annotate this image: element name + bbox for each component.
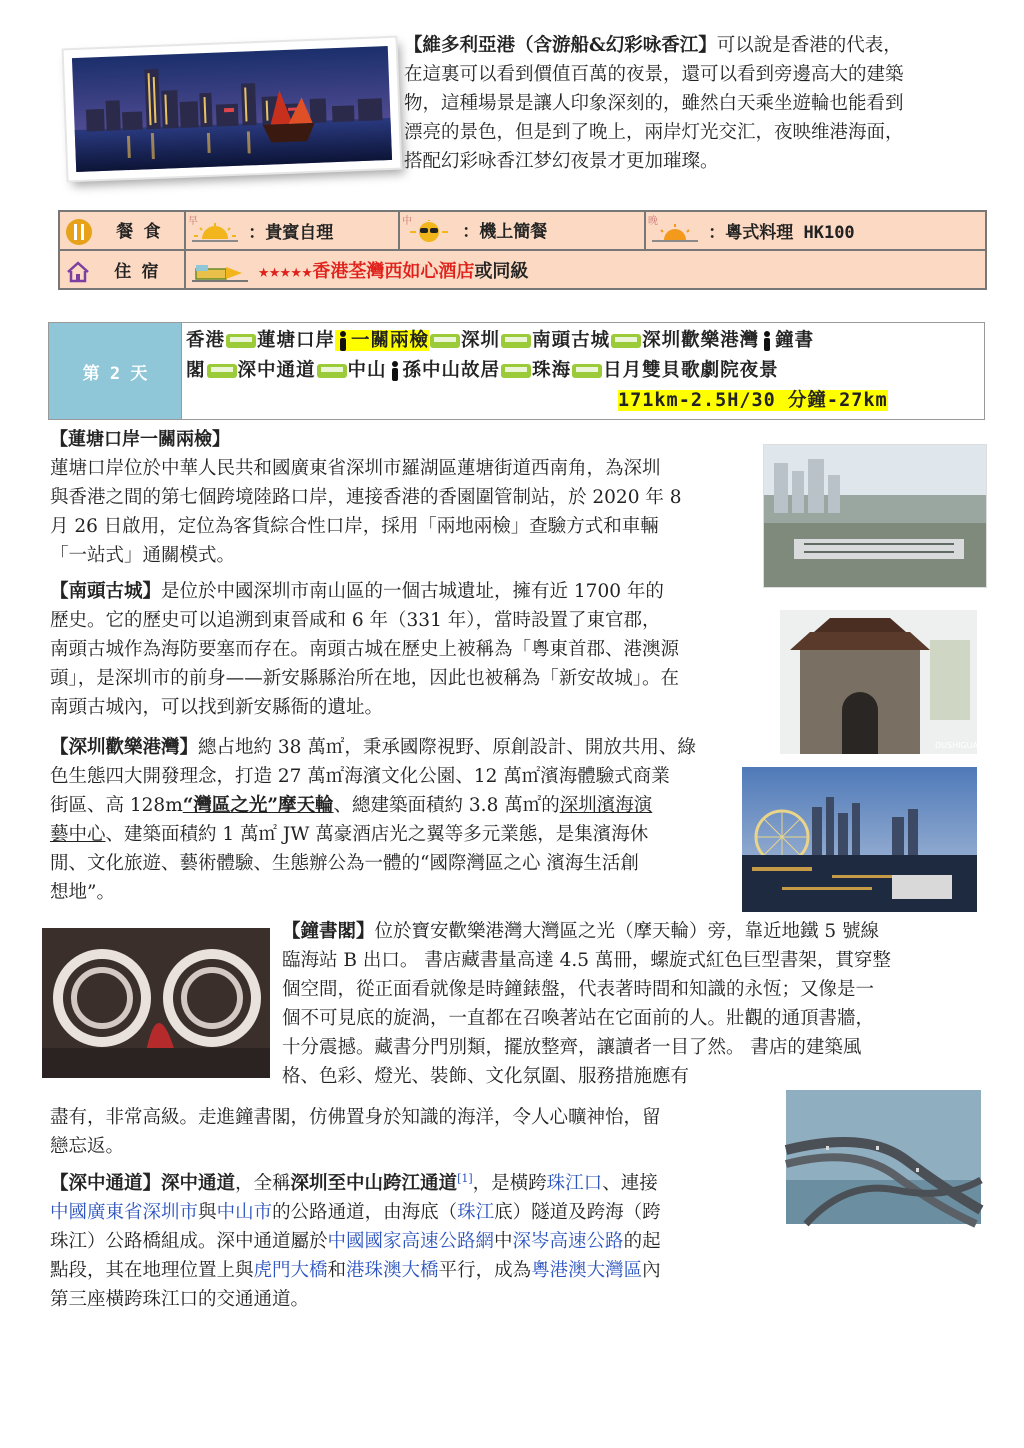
shenzhong-text: 珠江）公路橋組成。深中通道屬於 [50,1231,328,1253]
hzmb-link[interactable]: 港珠澳大橋 [346,1260,439,1282]
victoria-line-4: 漂亮的景色，但是到了晚上，兩岸灯光交汇，夜映维港海面， [404,122,904,143]
victoria-description [404,31,994,176]
liantang-line-1: 蓮塘口岸位於中華人民共和國廣東省深圳市羅湖區蓮塘街道西南角，為深圳 [50,458,661,479]
dinner-text: ：粵式料理 HK100 [708,223,855,243]
ferris-wheel-name: “灣區之光”摩天輪 [182,795,334,816]
victoria-line-1 [404,31,994,60]
victoria-line-3: 物，這種場景是讓人印象深刻的，雖然白天乘坐遊輪也能看到 [404,93,904,114]
route-line-2 [186,356,980,386]
route-stop-shenzhen: 深圳 [461,330,501,351]
bay-skyline-image [742,767,977,912]
harbour-line-1 [50,733,770,762]
dinner-cell [645,211,986,250]
route-distance-line [186,386,980,416]
nantou-line-5: 南頭古城內，可以找到新安縣衙的遺址。 [50,697,384,718]
walk-icon [339,331,347,351]
bus-icon [226,334,256,348]
harbour-night-photo [742,767,977,912]
route-stop-harbour: 深圳歡樂港灣 [642,330,760,351]
bridge-photo [786,1090,981,1224]
route-stop-bookstore-part1: 鐘書 [775,330,815,351]
route-stop-bookstore-part2: 閣 [186,360,206,381]
shenzhong-line-4 [50,1256,750,1285]
victoria-line-2: 在這裏可以看到價值百萬的夜景，還可以看到旁邊高大的建築 [404,64,904,85]
bus-icon [501,364,531,378]
route-stop-opera: 日月雙貝歌劇院夜景 [603,360,779,381]
nantou-body [50,577,756,722]
harbour-line-2: 色生態四大開發理念，打造 27 萬㎡海濱文化公園、12 萬㎡濱海體驗式商業 [50,766,670,787]
walk-icon [763,331,771,351]
arts-center-link-part1[interactable]: 深圳濱海演 [559,795,653,816]
shenzhong-text: 的公路通道，由海底（ [272,1202,458,1224]
harbour-heading: 【深圳歡樂港灣】 [50,737,199,758]
hotel-cell [185,250,986,289]
shenzhong-text: 和 [327,1260,347,1282]
victoria-text: 可以說是香港的代表， [716,35,902,56]
hotel-bed-icon [192,261,248,283]
shenzhong-line-3 [50,1227,750,1256]
port-building-image [764,445,986,587]
meal-lodging-table [58,210,987,290]
route-stop-zhongshan: 中山 [347,360,387,381]
shenzhong-text: 內 [642,1260,661,1282]
shenzhong-text: 點段，其在地理位置上與 [50,1260,254,1282]
bookstore-tail [50,1103,750,1161]
citation-link[interactable]: [1] [457,1172,473,1185]
dinner-tag: 晚 [648,216,658,227]
liantang-port-photo [763,444,987,588]
hotel-name: ★★★★★香港荃灣西如心酒店 [258,260,475,282]
breakfast-cell [185,211,399,250]
walk-icon [391,361,399,381]
shenzhong-line-2 [50,1198,750,1227]
route-stop-zhuhai: 珠海 [532,360,572,381]
cutlery-icon [66,219,92,245]
route-stop-sun-residence: 孫中山故居 [402,360,501,381]
greater-bay-area-link[interactable]: 粵港澳大灣區 [531,1260,643,1282]
harbour-text: 、總建築面積約 3.8 萬㎡的 [333,795,560,816]
bookstore-tail-2: 戀忘返。 [50,1136,125,1157]
route-distance: 171km-2.5H/30 分鐘-27km [618,390,888,411]
route-stop-hongkong: 香港 [186,330,226,351]
bookstore-line-4: 個不可見底的旋渦，一直都在召喚著站在它面前的人。壯觀的通頂書牆， [282,1008,875,1029]
day-label-cell [49,323,182,420]
bus-icon [501,334,531,348]
harbour-line-4 [50,820,770,849]
harbour-line-5: 閒、文化旅遊、藝術體驗、生態辦公為一體的“國際灣區之心 濱海生活創 [50,853,639,874]
shenzhong-text: ，是橫跨 [472,1173,547,1195]
meal-label-cell [59,211,185,250]
harbour-night-image [64,38,401,181]
shenzhong-line-5: 第三座橫跨珠江口的交通通道。 [50,1289,310,1311]
lunch-cell [399,211,645,250]
route-cell [182,323,985,420]
shenzhong-heading: 【深中通道】 [50,1173,162,1195]
sunset-icon [652,223,698,243]
shenzhong-name: 深中通道 [161,1173,236,1195]
shenzhong-text: 底）隧道及跨海（跨 [494,1202,661,1224]
china-link[interactable]: 中國 [50,1202,88,1224]
route-stop-nantou: 南頭古城 [532,330,611,351]
day-itinerary-table [48,322,985,420]
shenzhong-text: 中 [494,1231,513,1253]
bookstore-interior-photo [42,928,270,1078]
day-label: 第 2 天 [82,363,148,384]
meal-row [59,211,986,250]
nantou-line-2: 歷史。它的歷史可以追溯到東晉咸和 6 年（331 年），當時設置了東官郡， [50,610,661,631]
lodging-label-cell [59,250,185,289]
bookstore-line-3: 個空間，從正面看就像是時鐘錶盤，代表著時間和知識的永恆；又像是一 [282,979,875,1000]
shenzhong-body [50,1164,750,1314]
breakfast-text: ：貴賓自理 [248,223,334,243]
bookstore-body [282,917,972,1091]
liantang-line-4: 「一站式」通關模式。 [50,545,236,566]
shenzhong-text: 與 [198,1202,217,1224]
expressway-network-link[interactable]: 中國國家高速公路網 [327,1231,495,1253]
bookstore-heading: 【鐘書閣】 [282,921,375,942]
liantang-line-2: 與香港之間的第七個跨境陸路口岸，連接香港的香園圍管制站，於 2020 年 8 [50,487,682,508]
bus-icon [317,364,347,378]
nantou-line-1 [50,577,756,606]
harbour-line-6: 想地”。 [50,882,115,903]
lunch-text: ：機上簡餐 [462,222,548,242]
bookstore-text: 位於寶安歡樂港灣大灣區之光（摩天輪）旁，靠近地鐵 5 號線 [374,921,880,942]
harbour-text: 總占地約 38 萬㎡，秉承國際視野、原創設計、開放共用、綠 [198,737,696,758]
nantou-heading: 【南頭古城】 [50,581,162,602]
shenzhong-text: ，全稱 [235,1173,291,1195]
bus-icon [611,334,641,348]
bus-icon [572,364,602,378]
guangdong-link[interactable]: 廣東省 [87,1202,143,1224]
nantou-line-4: 頭」，是深圳市的前身——新安縣縣治所在地，因此也被稱為「新安故城」。在 [50,668,680,689]
zhongshan-link[interactable]: 中山市 [216,1202,273,1224]
sea-bridge-image [786,1090,981,1224]
ancient-gate-image [780,610,984,754]
shenzhong-text: 、連接 [602,1173,658,1195]
nantou-line-3: 南頭古城作為海防要塞而存在。南頭古城在歷史上被稱為「粵東首郡、港澳源 [50,639,680,660]
shenzhong-text: 平行，成為 [438,1260,532,1282]
shenzhong-line-1 [50,1164,750,1198]
pearl-estuary-link[interactable]: 珠江口 [546,1173,603,1195]
liantang-heading: 【蓮塘口岸一關兩檢】 [50,429,230,450]
route-line-1 [186,326,980,356]
breakfast-tag: 早 [188,216,198,227]
hotel-suffix: 或同級 [474,260,529,282]
bus-icon [430,334,460,348]
harbour-line-3 [50,791,770,820]
victoria-harbour-photo [64,38,401,181]
shenzhong-text: 的起 [623,1231,661,1253]
sun-sunglasses-icon [406,220,452,244]
humen-bridge-link[interactable]: 虎門大橋 [253,1260,328,1282]
shencen-expressway-link[interactable]: 深岑高速公路 [512,1231,624,1253]
arts-center-link-part2[interactable]: 藝中心 [50,824,106,845]
nantou-watermark: DUSHIGUAN [935,741,984,750]
nantou-text: 是位於中國深圳市南山區的一個古城遺址，擁有近 1700 年的 [161,581,664,602]
harbour-body [50,733,770,907]
sunrise-icon [192,223,238,243]
liantang-body [50,454,750,570]
route-stop-shenzhong: 深中通道 [237,360,316,381]
bus-icon [207,364,237,378]
harbour-text: 、建築面積約 1 萬㎡ JW 萬豪酒店光之翼等多元業態，是集濱海休 [105,824,649,845]
nantou-gate-photo [780,610,984,754]
pearl-river-link[interactable]: 珠江 [457,1202,495,1224]
spiral-bookshelf-image [42,928,270,1078]
bookstore-line-1 [282,917,972,946]
shenzhong-fullname: 深圳至中山跨江通道 [290,1173,458,1195]
shenzhen-link[interactable]: 深圳市 [142,1202,199,1224]
bookstore-line-6: 格、色彩、燈光、裝飾、文化氛圍、服務措施應有 [282,1066,690,1087]
victoria-line-5: 搭配幻彩咏香江梦幻夜景才更加璀璨。 [404,151,719,172]
route-stop-checkpoint: 一關兩檢 [351,330,430,351]
lodging-row [59,250,986,289]
bookstore-line-2: 臨海站 B 出口。 書店藏書量高達 4.5 萬冊，螺旋式紅色巨型書架，貫穿整 [282,950,891,971]
victoria-title: 【維多利亞港（含游船&幻彩咏香江】 [404,35,717,56]
lodging-label: 住 宿 [114,261,159,282]
bookstore-line-5: 十分震撼。藏書分門別類，擺放整齊，讓讀者一目了然。 書店的建築風 [282,1037,862,1058]
meal-label: 餐 食 [116,221,161,242]
harbour-text: 街區、高 128m [50,795,183,816]
house-icon [66,261,90,283]
liantang-line-3: 月 26 日啟用，定位為客貨綜合性口岸，採用「兩地兩檢」查驗方式和車輛 [50,516,659,537]
bookstore-tail-1: 盡有，非常高級。走進鐘書閣，仿佛置身於知識的海洋，令人心曠神怡，留 [50,1107,661,1128]
route-stop-liantang: 蓮塘口岸 [257,330,336,351]
lunch-tag: 中 [402,216,412,227]
